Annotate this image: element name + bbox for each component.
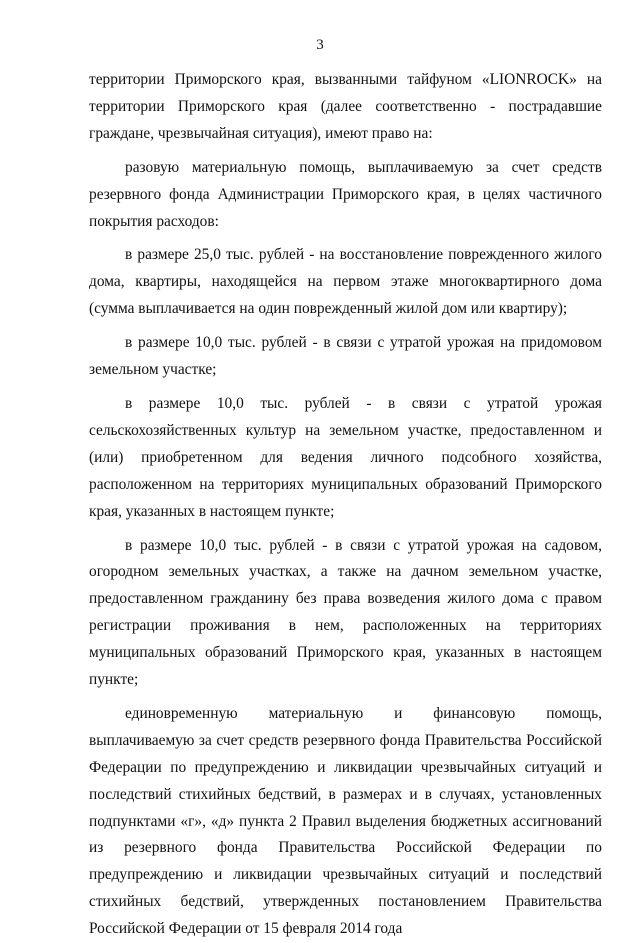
page-number: 3 <box>316 37 324 53</box>
paragraph-household-plot: в размере 10,0 тыс. рублей - в связи с утратой урожая на придомовом земельном участке; <box>89 334 602 379</box>
paragraph-house-repair: в размере 25,0 тыс. рублей - на восстановление поврежденного жилого дома, квартиры, находящейся на первом этаже многоквартирного дома (сумма выплачивается на один поврежденный жилой дом или квартиру); <box>89 246 602 318</box>
paragraph-federal-aid: единовременную материальную и финансовую помощь, выплачиваемую за счет средств резервного фонда Правительства Российской Федерации по предупреждению и ликвидации чрезвычайных ситуаций и последствий стихийных бедствий, в размерах и в случаях, установленных подпунктами «г», «д» пункта 2 Правил выделения бюджетных ассигнований из резервного фонда Правительства Российской Федерации по предупреждению и ликвидации чрезвычайных ситуаций и последствий стихийных бедствий, утвержденных постановлением Правительства Российской Федерации от 15 февраля 2014 года <box>89 704 602 938</box>
paragraph-one-time-aid: разовую материальную помощь, выплачиваемую за счет средств резервного фонда Администрации Приморского края, в целях частичного покрытия расходов: <box>89 158 602 230</box>
paragraph-continuation: территории Приморского края, вызванными тайфуном «LIONROCK» на территории Приморского края (далее соответственно - пострадавшие граждане, чрезвычайная ситуация), имеют право на: <box>89 71 602 142</box>
paragraph-garden-plot: в размере 10,0 тыс. рублей - в связи с утратой урожая на садовом, огородном земельных участках, а также на дачном земельном участке, предоставленном гражданину без права возведения жилого дома с правом регистрации проживания в нем, расположенных на территориях муниципальных образований Приморского края, указанных в настоящем пункте; <box>89 536 602 689</box>
document-body <box>89 67 602 943</box>
paragraph-agricultural-crops: в размере 10,0 тыс. рублей - в связи с утратой урожая сельскохозяйственных культур на земельном участке, предоставленном и (или) приобретенном для ведения личного подсобного хозяйства, расположенном на территориях муниципальных образований Приморского края, указанных в настоящем пункте; <box>89 394 602 520</box>
